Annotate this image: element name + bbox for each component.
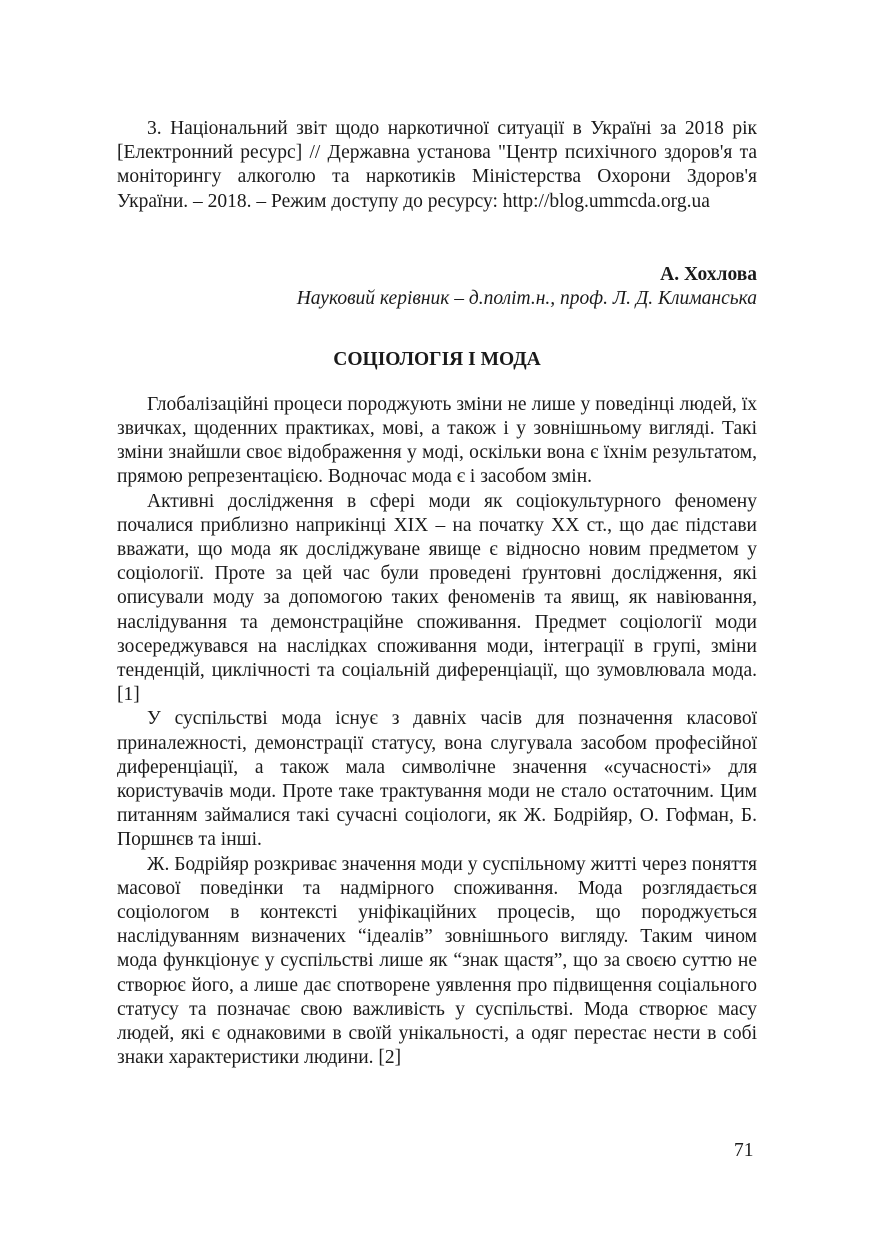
article-author: А. Хохлова <box>660 263 757 285</box>
body-paragraph: У суспільстві мода існує з давніх часів для позначення класової приналежності, демонстрації статусу, вона слугувала засобом професійної диференціації, а також мала символічне значення «сучасності» для користувачів моди. Проте таке трактування моди не стало остаточним. Цим питанням займалися такі сучасні соціологи, як Ж. Бодрійяр, О. Гофман, Б. Поршнєв та інші. <box>117 708 757 851</box>
body-paragraph: Активні дослідження в сфері моди як соціокультурного феномену почалися приблизно наприкінці XIX – на початку XX ст., що дає підстави вважати, що мода як досліджуване явище є відносно новим предметом у соціології. Проте за цей час були проведені ґрунтовні дослідження, які описували моду за допомогою таких феноменів та явищ, як навіювання, наслідування та демонстраційне споживання. Предмет соціології моди зосереджувався на наслідках споживання моди, інтеграції в групі, зміни тенденцій, циклічності та соціальній диференціації, що зумовлювала мода. [1] <box>117 490 757 706</box>
page-content <box>117 117 757 1071</box>
article-title: СОЦІОЛОГІЯ І МОДА <box>333 348 541 370</box>
reference-entry: 3. Національний звіт щодо наркотичної ситуації в Україні за 2018 рік [Електронний ресурс] // Державна установа "Центр психічного здоров'я та моніторингу алкоголю та наркотиків Міністерства Охорони Здоров'я України. – 2018. – Режим доступу до ресурсу: http://blog.ummcda.org.ua <box>117 118 757 212</box>
article-advisor: Науковий керівник – д.політ.н., проф. Л. Д. Климанська <box>296 287 757 309</box>
page-number: 71 <box>734 1140 754 1161</box>
body-paragraph: Глобалізаційні процеси породжують зміни не лише у поведінці людей, їх звичках, щоденних практиках, мові, а також і у зовнішньому вигляді. Такі зміни знайшли своє відображення у моді, оскільки вона є їхнім результатом, прямою репрезентацією. Водночас мода є і засобом змін. <box>117 393 757 488</box>
body-paragraph: Ж. Бодрійяр розкриває значення моди у суспільному житті через поняття масової поведінки та надмірного споживання. Мода розглядається соціологом в контексті уніфікаційних процесів, що породжується наслідуванням визначених “ідеалів” зовнішнього вигляду. Таким чином мода функціонує у суспільстві лише як “знак щастя”, що за своєю суттю не створює його, а лише дає спотворене уявлення про підвищення соціального статусу та позначає свою важливість у суспільстві. Мода створює масу людей, які є однаковими в своїй унікальності, а одяг перестає нести в собі знаки характеристики людини. [2] <box>117 853 757 1069</box>
